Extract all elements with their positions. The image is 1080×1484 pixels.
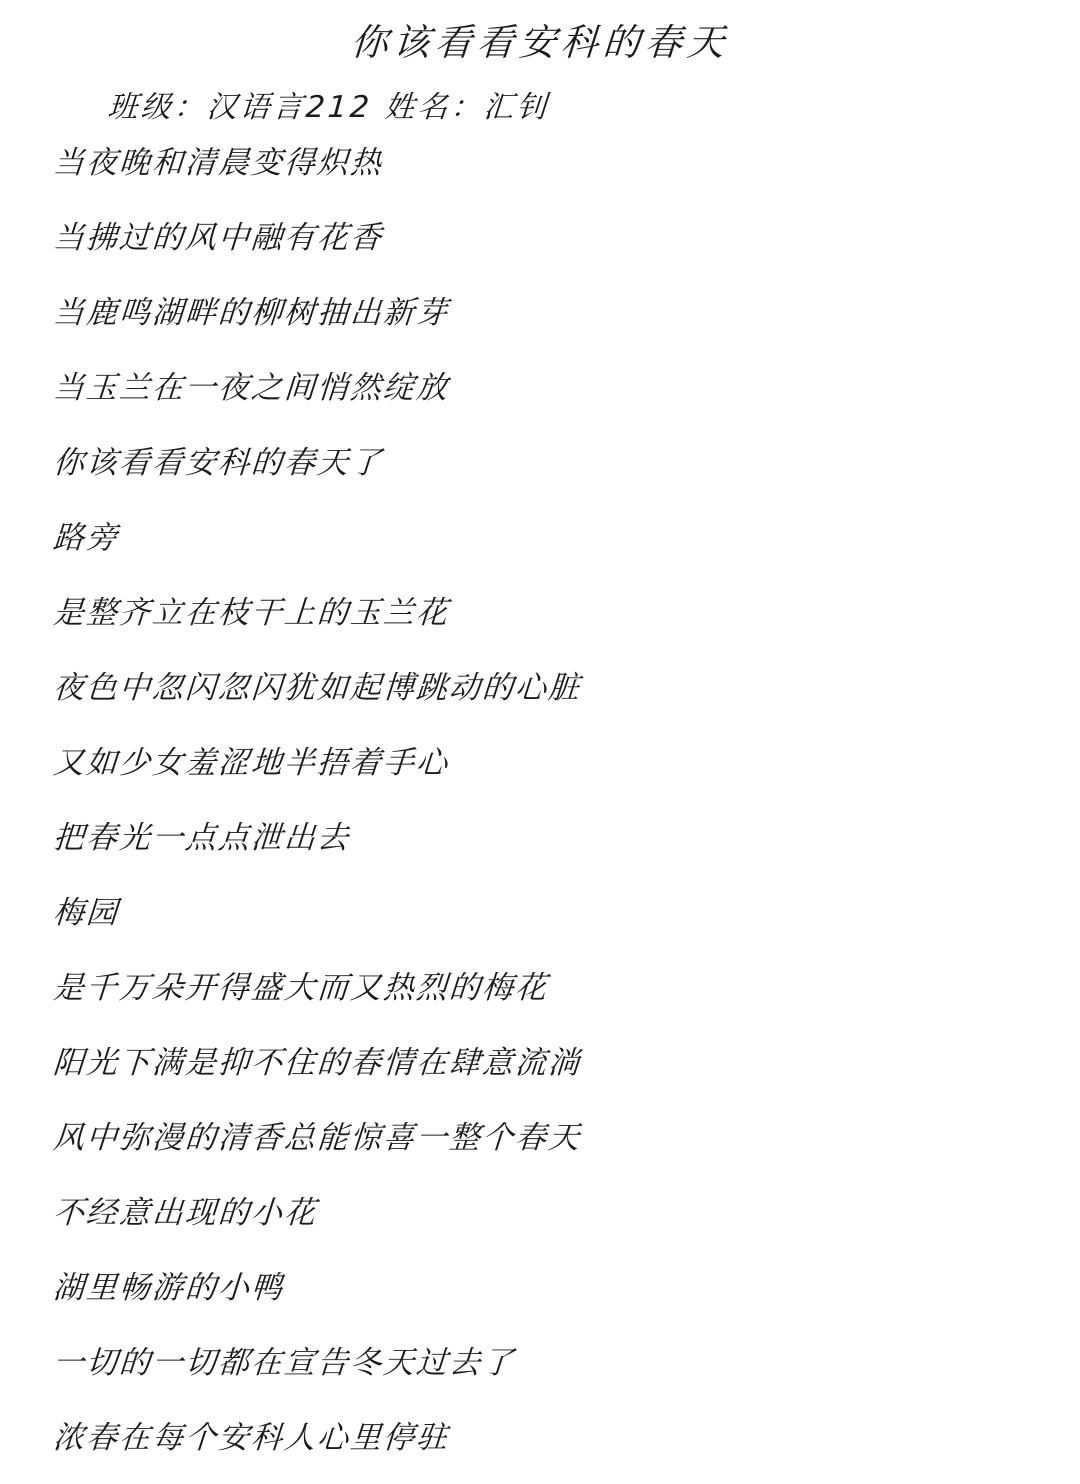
poem-line: 路旁 (51, 520, 121, 557)
poem-line: 是整齐立在枝干上的玉兰花 (51, 595, 451, 632)
poem-line: 不经意出现的小花 (51, 1195, 319, 1232)
poem-line: 夜色中忽闪忽闪犹如起博跳动的心脏 (51, 670, 583, 707)
poem-line: 你该看看安科的春天了 (51, 445, 385, 482)
poem-line: 当鹿鸣湖畔的柳树抽出新芽 (51, 295, 451, 332)
poem-line: 阳光下满是抑不住的春情在肆意流淌 (51, 1045, 583, 1082)
poem-line: 当夜晚和清晨变得炽热 (51, 145, 385, 182)
poem-line: 当拂过的风中融有花香 (51, 220, 385, 257)
poem-body (40, 145, 1040, 1457)
poem-line: 梅园 (51, 895, 121, 932)
poem-line: 风中弥漫的清香总能惊喜一整个春天 (51, 1120, 583, 1157)
page-title: 你该看看安科的春天 (349, 21, 731, 64)
author-meta-line (38, 82, 1041, 126)
poem-line: 把春光一点点泄出去 (51, 820, 352, 857)
poem-line: 又如少女羞涩地半捂着手心 (51, 745, 451, 782)
poem-line: 湖里畅游的小鸭 (51, 1270, 286, 1307)
poem-line: 当玉兰在一夜之间悄然绽放 (51, 370, 451, 407)
poem-line: 一切的一切都在宣告冬天过去了 (51, 1345, 517, 1382)
poem-line: 浓春在每个安科人心里停驻 (51, 1420, 451, 1457)
meta-full-line: 班级：汉语言212 姓名：汇钊 (106, 90, 551, 126)
poem-line: 是千万朵开得盛大而又热烈的梅花 (51, 970, 550, 1007)
